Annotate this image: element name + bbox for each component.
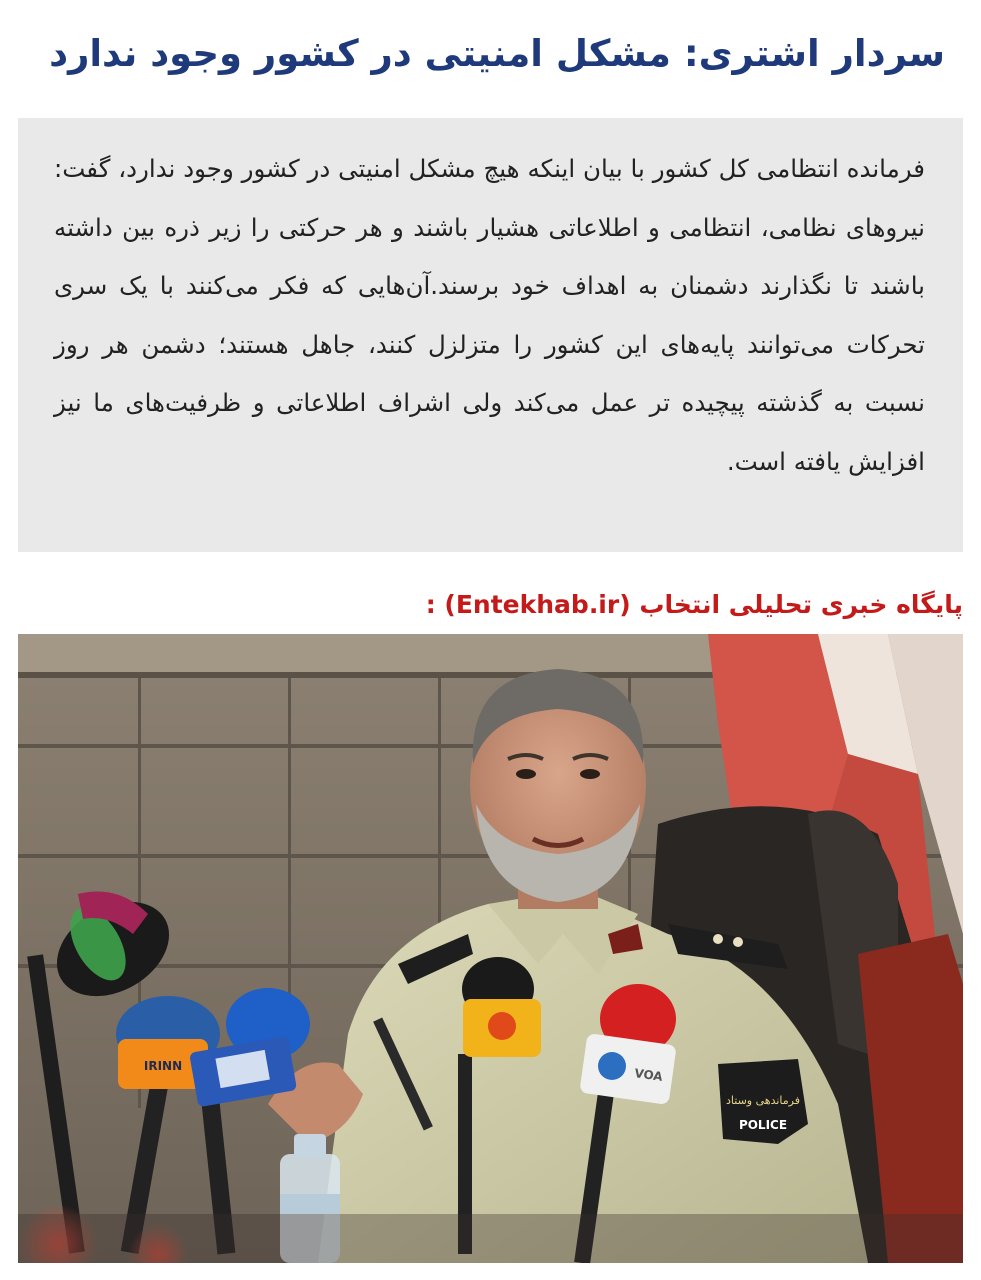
headline: سردار اشتری: مشکل امنیتی در کشور وجود ندارد: [49, 32, 945, 75]
patch-police-text: POLICE: [738, 1118, 788, 1132]
patch-label: فرماندهی وستاد: [726, 1094, 800, 1107]
mic-label-voa: VOA: [633, 1066, 664, 1084]
police-patch: [718, 1059, 808, 1144]
source-line: پایگاه خبری تحلیلی انتخاب (Entekhab.ir) :: [425, 590, 963, 619]
summary-text: فرمانده انتظامی کل کشور با بیان اینکه هیچ مشکل امنیتی در کشور وجود ندارد، گفت: نیروهای نظامی، انتظامی و اطلاعاتی هشیار باشند و هر حرکتی را زیر ذره بین داشته باشند تا نگذارند دشمنان به اهداف خود برسند.آن‌هایی که فکر می‌کنند با یک سری تحرکات می‌توانند پایه‌های این کشور را متزلزل کنند، جاهل هستند؛ دشمن هر روز نسبت به گذشته پیچیده تر عمل می‌کند ولی اشراف اطلاعاتی و ظرفیت‌های ما نیز افزایش یافته است.: [54, 154, 925, 476]
news-photo: [18, 634, 963, 1263]
summary-box: [18, 118, 963, 552]
mic-label-irinn: IRINN: [143, 1059, 183, 1073]
